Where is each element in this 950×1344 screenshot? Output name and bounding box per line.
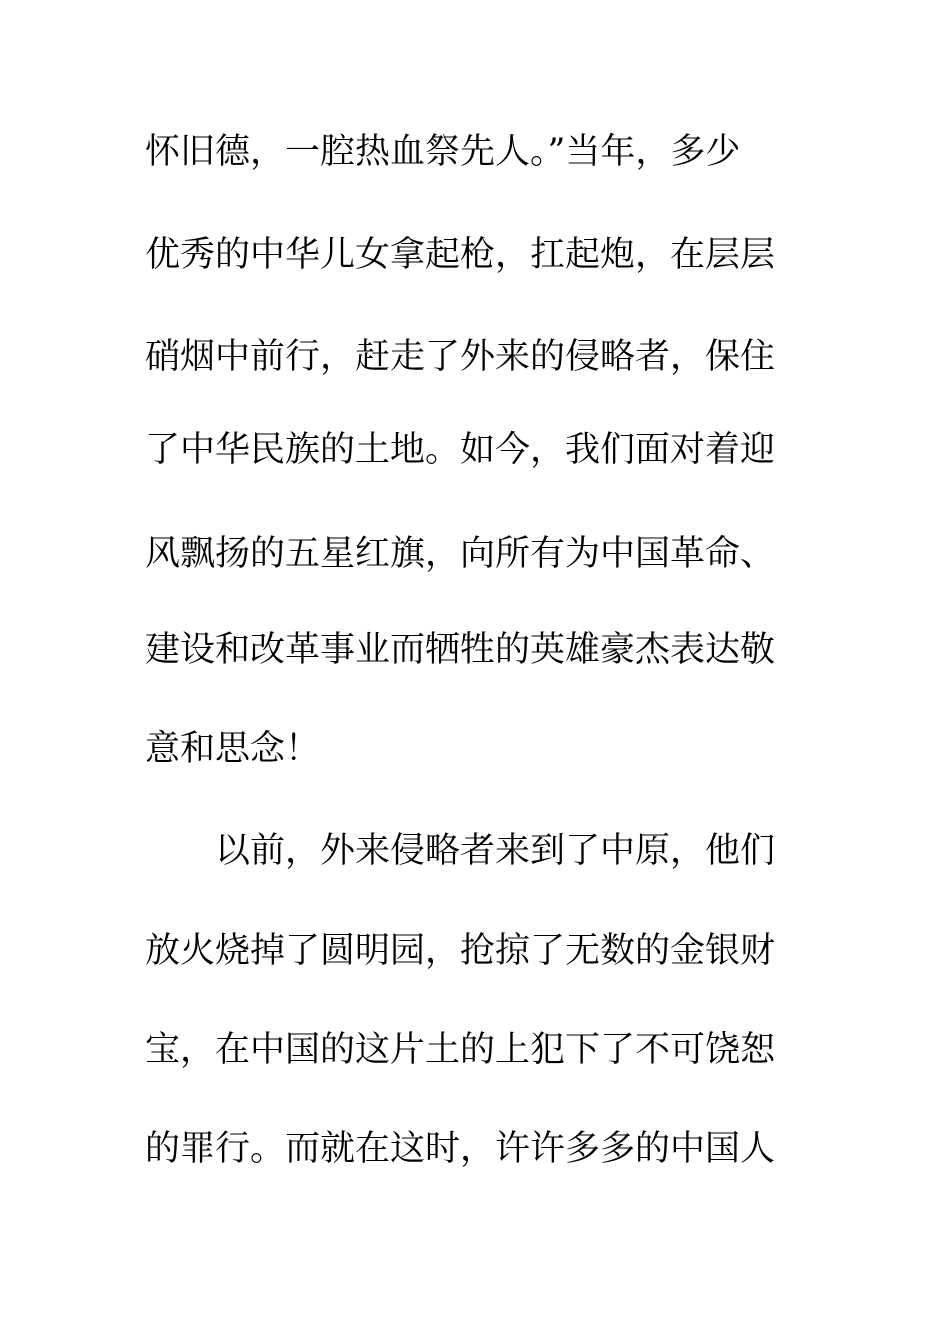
paragraph-first-line: 以前，外来侵略者来到了中原，他们 [215, 831, 776, 871]
text-line: 宝，在中国的这片土的上犯下了不可饶恕 [145, 1030, 776, 1070]
text-line: 了中华民族的土地。如今，我们面对着迎 [145, 430, 776, 470]
text-line: 优秀的中华儿女拿起枪，扛起炮，在层层 [145, 235, 776, 275]
text-line: 意和思念！ [145, 729, 321, 769]
text-line: 的罪行。而就在这时，许许多多的中国人 [145, 1129, 776, 1169]
text-line: 放火烧掉了圆明园，抢掠了无数的金银财 [145, 931, 776, 971]
text-line: 风飘扬的五星红旗，向所有为中国革命、 [145, 534, 776, 574]
text-line: 建设和改革事业而牺牲的英雄豪杰表达敬 [145, 630, 776, 670]
text-line: 硝烟中前行，赶走了外来的侵略者，保住 [145, 337, 776, 377]
text-line: 怀旧德，一腔热血祭先人。”当年，多少 [145, 132, 741, 172]
